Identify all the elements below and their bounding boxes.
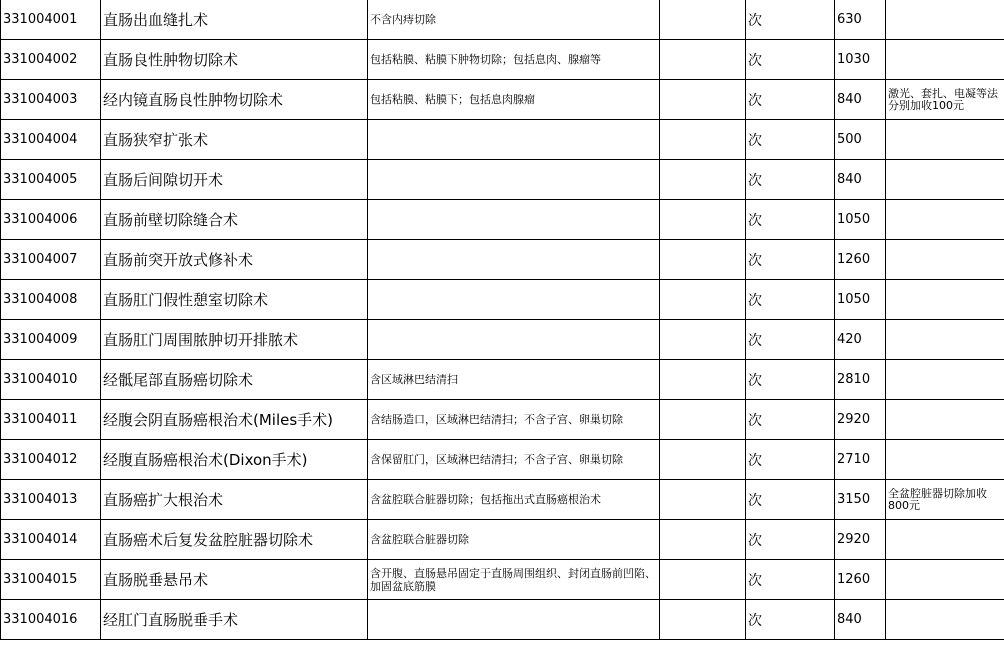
code-cell[interactable]: 331004010: [1, 360, 101, 400]
price-cell[interactable]: 1260: [835, 560, 886, 600]
table-row[interactable]: [1, 40, 1004, 80]
note-cell[interactable]: [886, 560, 1004, 600]
description-cell[interactable]: 含盆腔联合脏器切除: [368, 520, 660, 560]
description-cell[interactable]: 不含内痔切除: [368, 0, 660, 40]
description-cell[interactable]: [368, 280, 660, 320]
price-cell[interactable]: 2810: [835, 360, 886, 400]
table-row[interactable]: [1, 440, 1004, 480]
unit-cell[interactable]: 次: [746, 360, 835, 400]
extra-cell[interactable]: [660, 160, 746, 200]
description-cell[interactable]: 含盆腔联合脏器切除；包括拖出式直肠癌根治术: [368, 480, 660, 520]
extra-cell[interactable]: [660, 440, 746, 480]
extra-cell[interactable]: [660, 560, 746, 600]
price-cell[interactable]: 2920: [835, 400, 886, 440]
table-row[interactable]: [1, 120, 1004, 160]
extra-cell[interactable]: [660, 120, 746, 160]
table-row[interactable]: [1, 200, 1004, 240]
note-cell[interactable]: 激光、套扎、电凝等法分别加收100元: [886, 80, 1004, 120]
code-cell[interactable]: 331004008: [1, 280, 101, 320]
note-cell[interactable]: [886, 40, 1004, 80]
unit-cell[interactable]: 次: [746, 240, 835, 280]
code-cell[interactable]: 331004006: [1, 200, 101, 240]
code-cell[interactable]: 331004013: [1, 480, 101, 520]
extra-cell[interactable]: [660, 520, 746, 560]
price-cell[interactable]: 630: [835, 0, 886, 40]
description-cell[interactable]: [368, 600, 660, 640]
table-row[interactable]: [1, 320, 1004, 360]
unit-cell[interactable]: 次: [746, 120, 835, 160]
unit-cell[interactable]: 次: [746, 320, 835, 360]
item-name-cell[interactable]: 直肠肛门周围脓肿切开排脓术: [101, 320, 368, 360]
item-name-cell[interactable]: 直肠前突开放式修补术: [101, 240, 368, 280]
description-cell[interactable]: 包括粘膜、粘膜下肿物切除；包括息肉、腺瘤等: [368, 40, 660, 80]
item-name-cell[interactable]: 经骶尾部直肠癌切除术: [101, 360, 368, 400]
code-cell[interactable]: 331004005: [1, 160, 101, 200]
item-name-cell[interactable]: 直肠癌术后复发盆腔脏器切除术: [101, 520, 368, 560]
code-cell[interactable]: 331004015: [1, 560, 101, 600]
price-cell[interactable]: 840: [835, 160, 886, 200]
extra-cell[interactable]: [660, 360, 746, 400]
table-row[interactable]: [1, 240, 1004, 280]
extra-cell[interactable]: [660, 480, 746, 520]
item-name-cell[interactable]: 直肠脱垂悬吊术: [101, 560, 368, 600]
item-name-cell[interactable]: 直肠后间隙切开术: [101, 160, 368, 200]
extra-cell[interactable]: [660, 280, 746, 320]
item-name-cell[interactable]: 直肠良性肿物切除术: [101, 40, 368, 80]
description-cell[interactable]: [368, 320, 660, 360]
table-row[interactable]: [1, 400, 1004, 440]
table-row[interactable]: [1, 280, 1004, 320]
unit-cell[interactable]: 次: [746, 0, 835, 40]
item-name-cell[interactable]: 经肛门直肠脱垂手术: [101, 600, 368, 640]
note-cell[interactable]: [886, 360, 1004, 400]
extra-cell[interactable]: [660, 80, 746, 120]
price-cell[interactable]: 420: [835, 320, 886, 360]
item-name-cell[interactable]: 直肠前壁切除缝合术: [101, 200, 368, 240]
price-cell[interactable]: 840: [835, 80, 886, 120]
code-cell[interactable]: 331004011: [1, 400, 101, 440]
table-row[interactable]: [1, 480, 1004, 520]
extra-cell[interactable]: [660, 0, 746, 40]
unit-cell[interactable]: 次: [746, 280, 835, 320]
extra-cell[interactable]: [660, 400, 746, 440]
price-cell[interactable]: 1030: [835, 40, 886, 80]
table-body: [1, 0, 1004, 640]
code-cell[interactable]: 331004009: [1, 320, 101, 360]
description-cell[interactable]: 包括粘膜、粘膜下；包括息肉腺瘤: [368, 80, 660, 120]
item-name-cell[interactable]: 经内镜直肠良性肿物切除术: [101, 80, 368, 120]
description-cell[interactable]: 含保留肛门，区域淋巴结清扫；不含子宫、卵巢切除: [368, 440, 660, 480]
item-name-cell[interactable]: 直肠狭窄扩张术: [101, 120, 368, 160]
item-name-cell[interactable]: 直肠出血缝扎术: [101, 0, 368, 40]
item-name-cell[interactable]: 经腹直肠癌根治术(Dixon手术): [101, 440, 368, 480]
code-cell[interactable]: 331004007: [1, 240, 101, 280]
price-cell[interactable]: 1050: [835, 200, 886, 240]
unit-cell[interactable]: 次: [746, 200, 835, 240]
price-cell[interactable]: 840: [835, 600, 886, 640]
unit-cell[interactable]: 次: [746, 80, 835, 120]
note-cell[interactable]: [886, 120, 1004, 160]
code-cell[interactable]: 331004012: [1, 440, 101, 480]
description-cell[interactable]: 含区域淋巴结清扫: [368, 360, 660, 400]
unit-cell[interactable]: 次: [746, 160, 835, 200]
code-cell[interactable]: 331004003: [1, 80, 101, 120]
code-cell[interactable]: 331004004: [1, 120, 101, 160]
description-cell[interactable]: [368, 120, 660, 160]
price-cell[interactable]: 3150: [835, 480, 886, 520]
price-cell[interactable]: 1260: [835, 240, 886, 280]
extra-cell[interactable]: [660, 600, 746, 640]
extra-cell[interactable]: [660, 320, 746, 360]
table-row[interactable]: [1, 520, 1004, 560]
description-cell[interactable]: 含结肠造口，区域淋巴结清扫；不含子宫、卵巢切除: [368, 400, 660, 440]
table-row[interactable]: [1, 600, 1004, 640]
price-cell[interactable]: 1050: [835, 280, 886, 320]
note-cell[interactable]: [886, 440, 1004, 480]
item-name-cell[interactable]: 经腹会阴直肠癌根治术(Miles手术): [101, 400, 368, 440]
unit-cell[interactable]: 次: [746, 40, 835, 80]
extra-cell[interactable]: [660, 200, 746, 240]
unit-cell[interactable]: 次: [746, 520, 835, 560]
description-cell[interactable]: [368, 200, 660, 240]
table-row[interactable]: [1, 360, 1004, 400]
note-cell[interactable]: [886, 160, 1004, 200]
unit-cell[interactable]: 次: [746, 600, 835, 640]
price-cell[interactable]: 500: [835, 120, 886, 160]
note-cell[interactable]: [886, 400, 1004, 440]
table-row[interactable]: [1, 560, 1004, 600]
code-cell[interactable]: 331004014: [1, 520, 101, 560]
table-row[interactable]: [1, 160, 1004, 200]
note-cell[interactable]: [886, 280, 1004, 320]
note-cell[interactable]: 全盆腔脏器切除加收800元: [886, 480, 1004, 520]
unit-cell[interactable]: 次: [746, 560, 835, 600]
unit-cell[interactable]: 次: [746, 480, 835, 520]
extra-cell[interactable]: [660, 40, 746, 80]
price-cell[interactable]: 2710: [835, 440, 886, 480]
note-cell[interactable]: [886, 600, 1004, 640]
description-cell[interactable]: [368, 160, 660, 200]
note-cell[interactable]: [886, 200, 1004, 240]
table-row[interactable]: [1, 80, 1004, 120]
description-cell[interactable]: [368, 240, 660, 280]
code-cell[interactable]: 331004001: [1, 0, 101, 40]
note-cell[interactable]: [886, 240, 1004, 280]
extra-cell[interactable]: [660, 240, 746, 280]
code-cell[interactable]: 331004016: [1, 600, 101, 640]
price-cell[interactable]: 2920: [835, 520, 886, 560]
item-name-cell[interactable]: 直肠癌扩大根治术: [101, 480, 368, 520]
unit-cell[interactable]: 次: [746, 440, 835, 480]
table-row[interactable]: [1, 0, 1004, 40]
note-cell[interactable]: [886, 0, 1004, 40]
description-cell[interactable]: 含开腹、直肠悬吊固定于直肠周围组织、封闭直肠前凹陷、加固盆底筋膜: [368, 560, 660, 600]
code-cell[interactable]: 331004002: [1, 40, 101, 80]
note-cell[interactable]: [886, 520, 1004, 560]
unit-cell[interactable]: 次: [746, 400, 835, 440]
note-cell[interactable]: [886, 320, 1004, 360]
item-name-cell[interactable]: 直肠肛门假性憩室切除术: [101, 280, 368, 320]
